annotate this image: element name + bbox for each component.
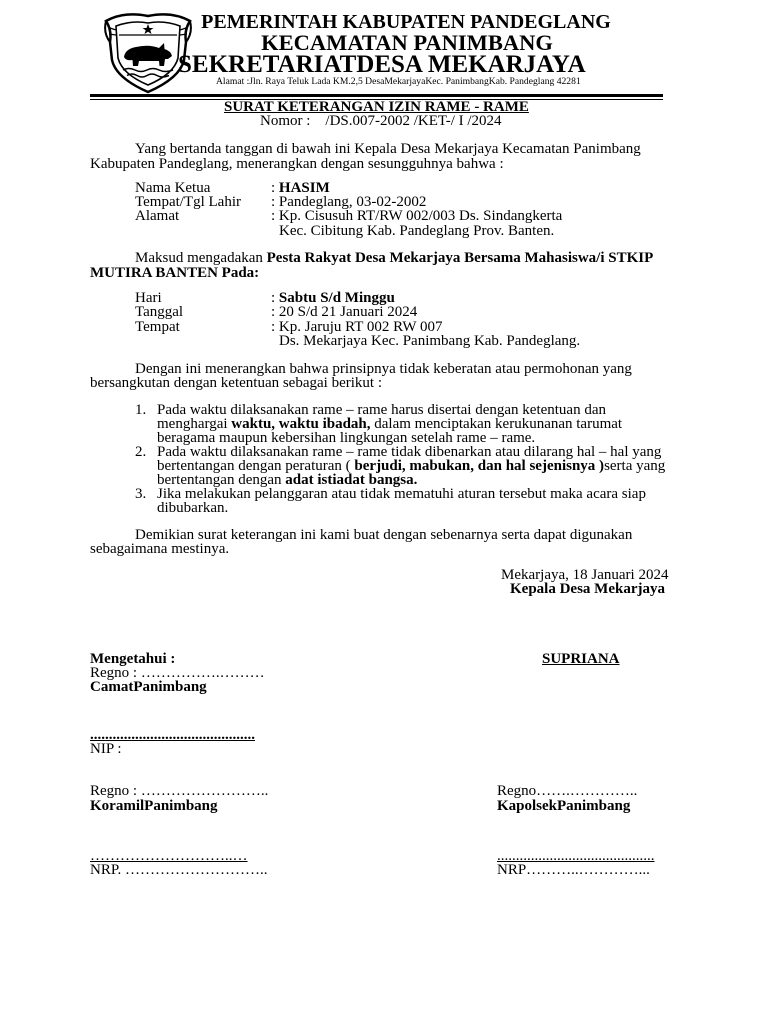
condition-text: dalam menciptakan kerukunanan tarumat [370, 416, 623, 432]
condition-text: bertentangan dengan [157, 472, 286, 488]
letter-title: SURAT KETERANGAN IZIN RAME - RAME [224, 99, 529, 115]
acknowledgement-heading: Mengetahui : [90, 651, 176, 667]
applicant-address-row [135, 209, 562, 223]
applicant-address: Kp. Cisusuh RT/RW 002/003 Ds. Sindangkerta [278, 208, 563, 224]
statement-line: Dengan ini menerangkan bahwa prinsipnya tidak keberatan atau permohonan yang [135, 361, 632, 377]
condition-emphasis: waktu, waktu ibadah, [231, 416, 371, 432]
schedule-place-continued: Ds. Mekarjaya Kec. Panimbang Kab. Pandeglang. [279, 333, 581, 349]
schedule-day-row [135, 291, 395, 305]
condition-text: serta yang [604, 458, 666, 474]
kapolsek-regno: Regno…….………….. [497, 783, 638, 799]
signature-title: Kepala Desa Mekarjaya [510, 581, 665, 597]
applicant-birth-row [135, 195, 426, 209]
closing-line: Demikian surat keterangan ini kami buat dengan sebenarnya serta dapat digunakan [135, 527, 633, 543]
field-label: Nama Ketua [135, 180, 211, 196]
condition-emphasis: adat istiadat bangsa. [285, 472, 418, 488]
field-label: Hari [135, 290, 162, 306]
kapolsek-title: KapolsekPanimbang [497, 798, 631, 814]
letter-number: Nomor : /DS.007-2002 /KET-/ I /2024 [260, 113, 502, 129]
applicant-name: HASIM [278, 180, 330, 196]
field-label: Tempat/Tgl Lahir [135, 194, 241, 210]
camat-nip: NIP : [90, 741, 122, 757]
closing-line: sebagaimana mestinya. [90, 541, 230, 557]
condition-line: beragama maupun kebersihan lingkungan setelah rame – rame. [157, 430, 536, 446]
condition-line [157, 417, 622, 431]
field-separator: : [271, 304, 276, 320]
opening-line: Kabupaten Pandeglang, menerangkan dengan sesungguhnya bahwa : [90, 156, 504, 172]
condition-line: Pada waktu dilaksanakan rame – rame harus disertai dengan ketentuan dan [157, 402, 606, 418]
condition-line: Jika melakukan pelanggaran atau tidak mematuhi aturan tersebut maka acara siap [157, 486, 646, 502]
purpose-line [135, 251, 653, 265]
schedule-date-row [135, 305, 417, 319]
condition-text: menghargai [157, 416, 232, 432]
purpose-event: Pesta Rakyat Desa Mekarjaya Bersama Mahasiswa/i STKIP [266, 250, 654, 266]
letterhead-district: KECAMATAN PANIMBANG [261, 30, 553, 55]
signature-place-date: Mekarjaya, 18 Januari 2024 [501, 567, 669, 583]
condition-number: 1. [135, 402, 147, 418]
condition-line [157, 473, 417, 487]
schedule-place-row [135, 320, 442, 334]
koramil-nrp: NRP. ……………………….. [90, 862, 268, 878]
letterhead-office: SEKRETARIATDESA MEKARJAYA [178, 51, 586, 78]
applicant-birth: Pandeglang, 03-02-2002 [278, 194, 427, 210]
field-separator: : [271, 290, 276, 306]
kapolsek-name-line: .......................................... [497, 848, 655, 864]
condition-emphasis: berjudi, mabukan, dan hal sejenisnya ) [354, 458, 605, 474]
applicant-address-continued: Kec. Cibitung Kab. Pandeglang Prov. Banten. [279, 223, 555, 239]
condition-line: dibubarkan. [157, 500, 229, 516]
applicant-name-row [135, 181, 330, 195]
letterhead-thick-rule [90, 94, 663, 97]
condition-number: 2. [135, 444, 147, 460]
letterhead-government: PEMERINTAH KABUPATEN PANDEGLANG [201, 11, 611, 33]
field-separator: : [271, 194, 276, 210]
condition-text: bertentangan dengan peraturan ( [157, 458, 355, 474]
signature-name: SUPRIANA [542, 651, 620, 667]
opening-line: Yang bertanda tanggan di bawah ini Kepala Desa Mekarjaya Kecamatan Panimbang [135, 141, 641, 157]
purpose-lead: Maksud mengadakan [135, 250, 267, 266]
field-label: Alamat [135, 208, 180, 224]
condition-line [157, 459, 665, 473]
field-separator: : [271, 319, 276, 335]
statement-line: bersangkutan dengan ketentuan sebagai berikut : [90, 375, 382, 391]
purpose-event-continued: MUTIRA BANTEN Pada: [90, 265, 260, 281]
condition-line: Pada waktu dilaksanakan rame – rame tidak dibenarkan atau dilarang hal – hal yang [157, 444, 662, 460]
koramil-title: KoramilPanimbang [90, 798, 218, 814]
camat-name-line: ............................................ [90, 727, 255, 743]
condition-number: 3. [135, 486, 147, 502]
koramil-regno: Regno : …………………….. [90, 783, 269, 799]
koramil-name-line: ………………………..… [90, 848, 248, 864]
letterhead-address: Alamat :Jln. Raya Teluk Lada KM.2,5 DesaMekarjayaKec. PanimbangKab. Pandeglang 42281 [216, 76, 581, 87]
camat-regno: Regno : …………….……… [90, 665, 265, 681]
field-label: Tempat [135, 319, 180, 335]
field-separator: : [271, 208, 276, 224]
kapolsek-nrp: NRP………..…………... [497, 862, 650, 878]
schedule-day: Sabtu S/d Minggu [278, 290, 395, 306]
field-separator: : [271, 180, 276, 196]
camat-title: CamatPanimbang [90, 679, 207, 695]
schedule-place: Kp. Jaruju RT 002 RW 007 [278, 319, 443, 335]
schedule-date: 20 S/d 21 Januari 2024 [278, 304, 418, 320]
field-label: Tanggal [135, 304, 184, 320]
